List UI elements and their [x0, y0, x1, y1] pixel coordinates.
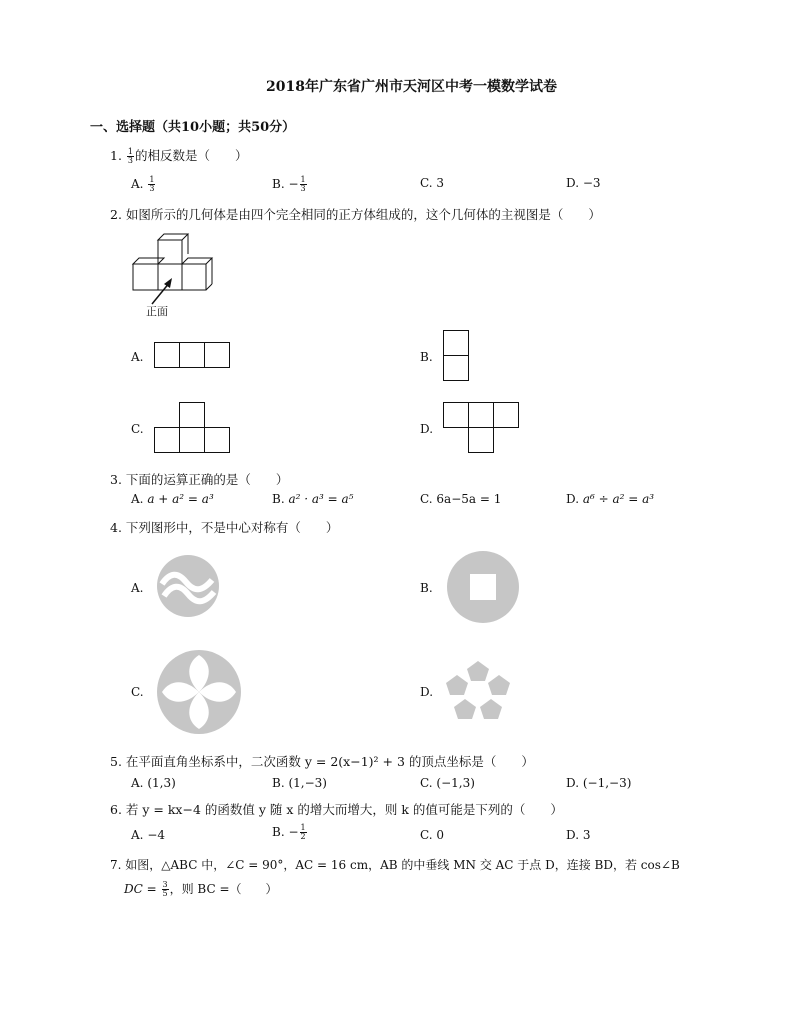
fraction: $\frac{1}{3}$	[127, 147, 134, 165]
q2-option-b-figure	[443, 330, 469, 381]
q6-option-c: C. 0	[420, 828, 445, 842]
q2-option-c-label: C.	[131, 422, 144, 436]
q2-option-d-label: D.	[420, 422, 434, 436]
section-heading: 一、选择题（共10小题；共50分）	[90, 120, 296, 135]
question-1-stem	[110, 146, 248, 165]
cube-solid-figure	[128, 232, 223, 322]
q5-option-d: D. (−1,−3)	[566, 776, 632, 790]
q4-option-c-figure	[156, 649, 242, 735]
q2-option-b-label: B.	[420, 350, 433, 364]
q5-option-c: C. (−1,3)	[420, 776, 475, 790]
q1-option-b: B. − $\frac{1}{3}$	[272, 175, 306, 193]
question-5-stem: 5. 在平面直角坐标系中，二次函数 y = 2(x−1)² + 3 的顶点坐标是（ ）	[110, 754, 534, 769]
q1-option-d: D. −3	[566, 176, 601, 190]
q5-option-a: A. (1,3)	[131, 776, 176, 790]
q1-option-a: A. $\frac{1}{3}$	[131, 175, 155, 193]
question-3-stem: 3. 下面的运算正确的是（ ）	[110, 472, 289, 487]
q4-option-d-figure	[444, 659, 512, 723]
q5-option-b: B. (1,−3)	[272, 776, 327, 790]
q3-option-d: D. a⁶ ÷ a² = a³	[566, 492, 655, 506]
q4-option-c-label: C.	[131, 685, 144, 699]
front-label: 正面	[146, 305, 168, 318]
q2-option-c-figure	[154, 402, 230, 453]
question-number: 1.	[110, 148, 122, 163]
q4-option-a-label: A.	[131, 581, 144, 595]
question-2-stem: 2. 如图所示的几何体是由四个完全相同的正方体组成的，这个几何体的主视图是（ ）	[110, 207, 601, 222]
page-title: 2018年广东省广州市天河区中考一模数学试卷	[266, 79, 557, 95]
question-6-stem: 6. 若 y = kx−4 的函数值 y 随 x 的增大而增大，则 k 的值可能是下列的（ ）	[110, 802, 563, 817]
q4-option-a-figure	[156, 554, 220, 618]
q6-option-b: B. − $\frac{1}{2}$	[272, 823, 306, 841]
q3-option-a: A. a + a² = a³	[131, 492, 214, 506]
q4-option-d-label: D.	[420, 685, 434, 699]
question-7-stem: 7. 如图，△ABC 中，∠C = 90°，AC = 16 cm，AB 的中垂线 MN 交 AC 于点 D，连接 BD，若 cos∠B	[110, 858, 680, 872]
q4-option-b-label: B.	[420, 581, 433, 595]
q2-option-d-figure	[443, 402, 519, 453]
q6-option-a: A. −4	[131, 828, 166, 842]
q3-option-b: B. a² · a³ = a⁵	[272, 492, 354, 506]
q2-option-a-label: A.	[131, 350, 144, 364]
q6-option-d: D. 3	[566, 828, 591, 842]
q3-option-c: C. 6a−5a = 1	[420, 492, 502, 506]
q1-option-c: C. 3	[420, 176, 445, 190]
q2-option-a-figure	[154, 342, 230, 368]
question-7-line2: DC = $\frac{3}{5}$ ，则 BC =（ ）	[124, 880, 278, 898]
q4-option-b-figure	[446, 550, 520, 624]
question-text: 的相反数是（ ）	[135, 148, 248, 163]
question-4-stem: 4. 下列图形中，不是中心对称有（ ）	[110, 520, 339, 535]
